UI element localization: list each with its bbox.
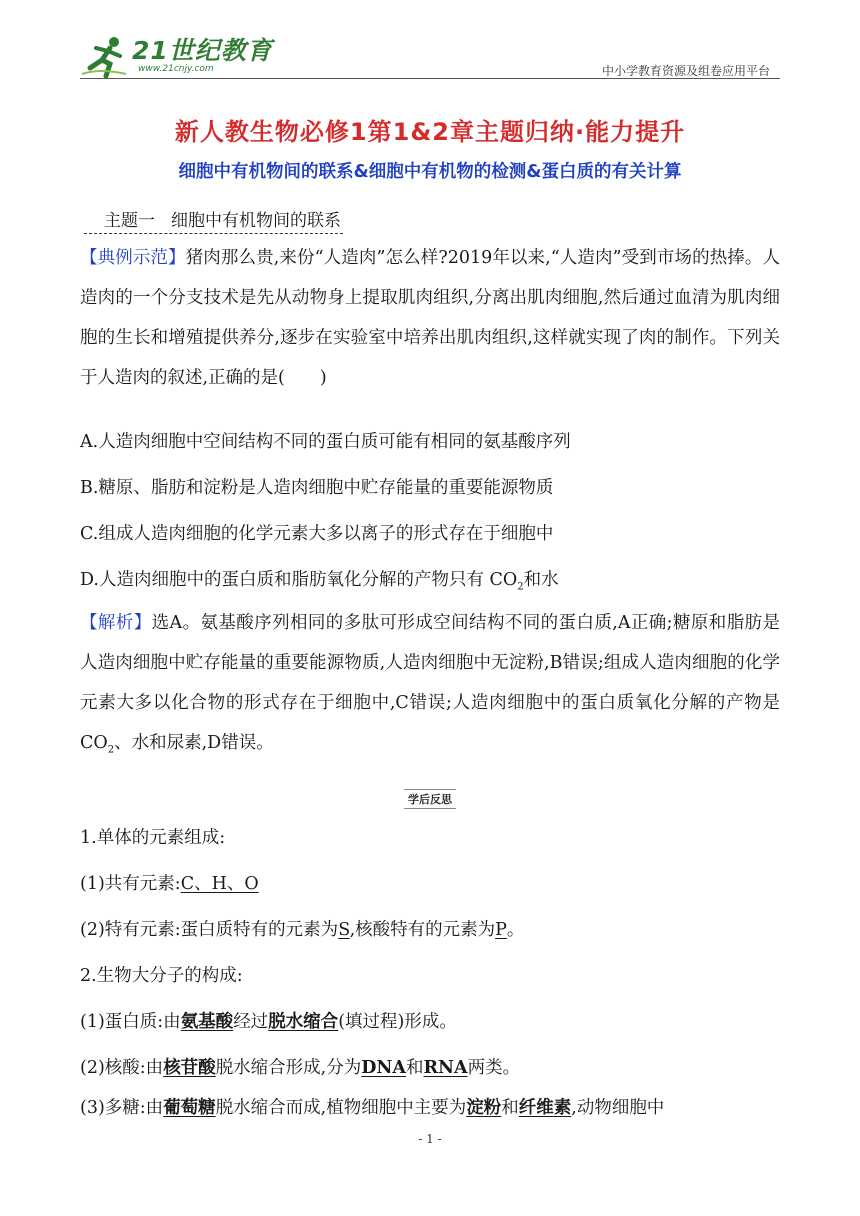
note-2c-mid-1: 脱水缩合而成,植物细胞中主要为 (215, 1098, 467, 1118)
page-title: 新人教生物必修1第1&2章主题归纳·能力提升 (174, 118, 686, 146)
note-2c-answer-2: 淀粉 (466, 1098, 502, 1118)
note-2a-answer-2: 脱水缩合 (268, 1012, 339, 1032)
example-paragraph (80, 238, 780, 398)
reflection-label: 学后反思 (404, 789, 456, 809)
option-d-subscript: 2 (517, 581, 524, 593)
topic-label: 主题一 (104, 211, 155, 231)
note-1a-text: (1)共有元素: (80, 874, 181, 894)
logo-url: www.21cnjy.com (138, 63, 214, 74)
analysis-paragraph (80, 603, 780, 771)
example-text: 猪肉那么贵,来份“人造肉”怎么样?2019年以来,“人造肉”受到市场的热捧。人造肉的一个分支技术是先从动物身上提取肌肉组织,分离出肌肉细胞,然后通过血清为肌肉细胞的生长和增殖提供养分,逐步在实验室中培养出肌肉组织,这样就实现了肉的制作。下列关于人造肉的叙述,正确的是( ) (80, 248, 781, 388)
note-1b-text: (2)特有元素:蛋白质特有的元素为 (80, 920, 339, 940)
note-1b-answer-1: S (338, 920, 350, 940)
logo-text: 21世纪教育 (132, 35, 273, 65)
analysis-subscript: 2 (107, 744, 115, 756)
note-2b-mid-2: 和 (406, 1058, 424, 1078)
note-1b (80, 916, 524, 941)
note-2c-mid-2: 和 (501, 1098, 519, 1118)
note-2a-mid: 经过 (233, 1012, 269, 1032)
reflection-section (0, 788, 860, 809)
platform-name: 中小学教育资源及组卷应用平台 (601, 64, 770, 78)
analysis-tag: 【解析】 (80, 613, 152, 633)
header-divider (80, 78, 780, 79)
analysis-text: 选A。氨基酸序列相同的多肽可形成空间结构不同的蛋白质,A正确;糖原和脂肪是人造肉细胞中贮存能量的重要能源物质,人造肉细胞中无淀粉,B错误;组成人造肉细胞的化学元素大多以化合物的形式存在于细胞中,C错误;人造肉细胞中的蛋白质氧化分解的产物是CO (80, 613, 781, 753)
page-number: - 1 - (418, 1132, 442, 1146)
note-1a-answer: C、H、O (180, 874, 259, 894)
note-2a-text: (1)蛋白质:由 (80, 1012, 181, 1032)
note-2b-answer-1: 核苷酸 (163, 1058, 216, 1078)
note-2a-end: (填过程)形成。 (338, 1012, 457, 1032)
note-2c-text: (3)多糖:由 (80, 1098, 164, 1118)
note-1b-end: 。 (506, 920, 525, 940)
note-1a (80, 870, 259, 895)
note-2b (80, 1054, 520, 1079)
note-2b-end: 两类。 (467, 1058, 521, 1078)
analysis-suffix: 、水和尿素,D错误。 (114, 733, 274, 753)
option-b: B.糖原、脂肪和淀粉是人造肉细胞中贮存能量的重要能源物质 (80, 478, 554, 498)
note-2c-answer-3: 纤维素 (518, 1098, 572, 1118)
note-2c-answer-1: 葡萄糖 (163, 1098, 216, 1118)
note-1b-answer-2: P (495, 920, 507, 940)
note-2a-answer-1: 氨基酸 (180, 1012, 234, 1032)
example-tag: 【典例示范】 (80, 248, 186, 268)
note-2b-answer-3: RNA (423, 1058, 468, 1078)
note-2b-mid-1: 脱水缩合形成,分为 (215, 1058, 362, 1078)
option-d (80, 566, 559, 593)
runner-logo-icon (80, 34, 130, 78)
topic-text: 细胞中有机物间的联系 (171, 211, 341, 231)
option-c: C.组成人造肉细胞的化学元素大多以离子的形式存在于细胞中 (80, 524, 554, 544)
logo (80, 34, 273, 78)
option-d-suffix: 和水 (523, 570, 559, 590)
option-d-text: D.人造肉细胞中的蛋白质和脂肪氧化分解的产物只有 CO (80, 570, 518, 590)
note-2: 2.生物大分子的构成: (80, 966, 243, 986)
page-subtitle: 细胞中有机物间的联系&细胞中有机物的检测&蛋白质的有关计算 (178, 162, 682, 182)
topic-heading (84, 206, 343, 234)
note-2a (80, 1008, 457, 1033)
note-1b-mid: ,核酸特有的元素为 (349, 920, 496, 940)
note-1: 1.单体的元素组成: (80, 828, 226, 848)
note-2b-text: (2)核酸:由 (80, 1058, 164, 1078)
note-2c (80, 1094, 664, 1119)
note-2c-end: ,动物细胞中 (571, 1098, 665, 1118)
page-header (80, 30, 780, 80)
option-a: A.人造肉细胞中空间结构不同的蛋白质可能有相同的氨基酸序列 (80, 432, 571, 452)
note-2b-answer-2: DNA (361, 1058, 406, 1078)
